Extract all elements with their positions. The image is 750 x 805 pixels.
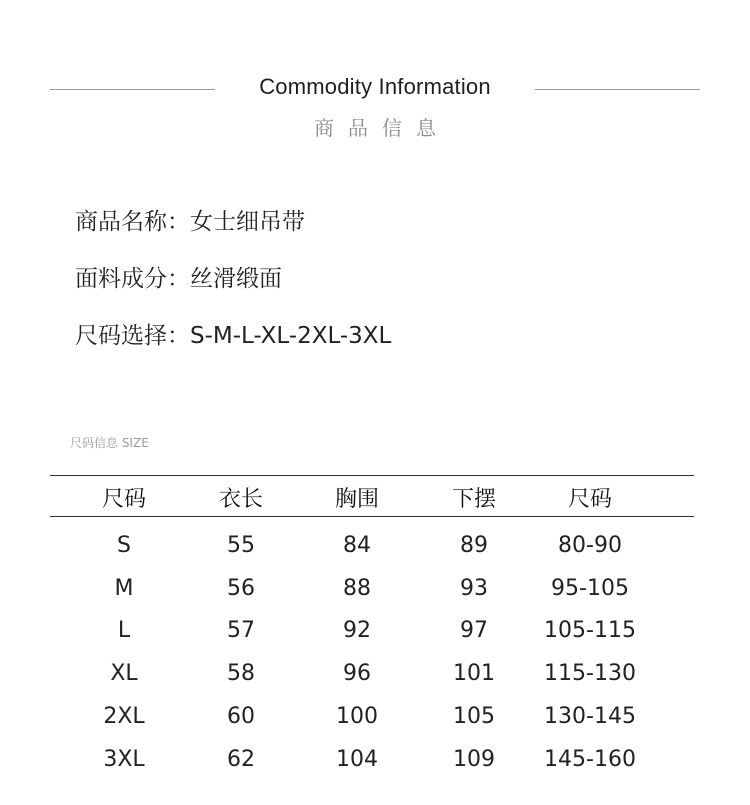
table-cell: 60 <box>227 704 255 729</box>
table-header-cell: 尺码 <box>567 487 612 512</box>
table-cell: 130-145 <box>544 704 636 729</box>
page-title: Commodity Information <box>259 74 491 99</box>
table-header-border <box>50 516 694 517</box>
table-cell: 96 <box>343 661 371 686</box>
info-label: 商品名称： <box>75 209 190 235</box>
info-value: 丝滑缎面 <box>190 266 282 292</box>
table-header-cell: 胸围 <box>334 487 379 512</box>
table-cell: 89 <box>460 533 488 558</box>
table-cell: 58 <box>227 661 255 686</box>
table-cell: 104 <box>336 747 378 772</box>
table-cell: 145-160 <box>544 747 636 772</box>
table-header-cell: 衣长 <box>218 487 263 512</box>
info-value: 女士细吊带 <box>190 209 305 235</box>
table-cell: 80-90 <box>558 533 622 558</box>
table-cell: XL <box>110 661 138 686</box>
table-cell: 56 <box>227 576 255 601</box>
table-cell: 88 <box>343 576 371 601</box>
table-cell: 109 <box>453 747 495 772</box>
table-cell: 62 <box>227 747 255 772</box>
table-cell: 2XL <box>103 704 145 729</box>
table-cell: 100 <box>336 704 378 729</box>
page-subtitle: 商品信息 <box>314 116 450 140</box>
title-divider-right <box>535 89 700 90</box>
info-row-sizes <box>75 317 391 350</box>
table-cell: 92 <box>343 618 371 643</box>
table-cell: 55 <box>227 533 255 558</box>
info-row-product-name <box>75 203 305 236</box>
table-cell: 3XL <box>103 747 145 772</box>
table-cell: 93 <box>460 576 488 601</box>
info-label: 尺码选择： <box>75 323 190 349</box>
table-cell: M <box>114 576 134 601</box>
table-header-cell: 尺码 <box>101 487 146 512</box>
table-cell: 84 <box>343 533 371 558</box>
table-top-border <box>50 475 694 476</box>
info-value: S-M-L-XL-2XL-3XL <box>190 323 392 349</box>
table-cell: 105 <box>453 704 495 729</box>
table-cell: 95-105 <box>551 576 629 601</box>
info-label: 面料成分： <box>75 266 190 292</box>
title-row <box>0 72 750 106</box>
table-cell: S <box>117 533 131 558</box>
info-row-fabric <box>75 260 282 293</box>
table-cell: 115-130 <box>544 661 636 686</box>
table-cell: 105-115 <box>544 618 636 643</box>
table-header-cell: 下摆 <box>451 487 496 512</box>
size-section-caption: 尺码信息 SIZE <box>70 436 149 450</box>
table-cell: L <box>117 618 131 643</box>
table-cell: 101 <box>453 661 495 686</box>
table-cell: 97 <box>460 618 488 643</box>
table-cell: 57 <box>227 618 255 643</box>
